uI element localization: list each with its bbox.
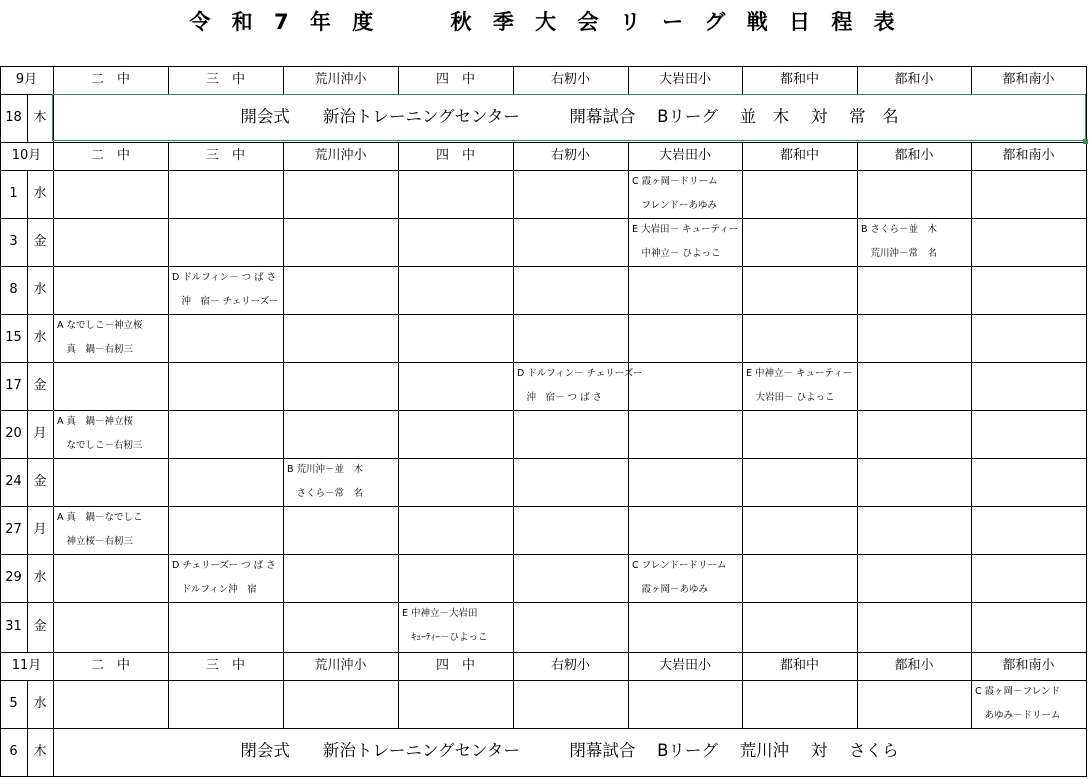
venue-header: 四 中 (435, 148, 475, 163)
venue-header: 三 中 (205, 658, 245, 673)
venue-header: 都和南小 (1002, 658, 1055, 673)
grid-vline (1086, 362, 1087, 411)
venue-header: 都和中 (779, 72, 819, 87)
match-entry: C 霞ヶ岡－ドリーム (632, 176, 718, 187)
grid-vline (53, 458, 54, 507)
venue-header: 荒川沖小 (314, 658, 367, 673)
grid-vline (283, 506, 284, 555)
weekday: 月 (33, 426, 47, 441)
grid-vline (53, 266, 54, 315)
grid-vline (742, 218, 743, 267)
grid-vline (971, 410, 972, 459)
grid-vline (53, 362, 54, 411)
grid-vline (53, 314, 54, 363)
grid-vline (628, 314, 629, 363)
grid-vline (513, 458, 514, 507)
grid-vline (1086, 680, 1087, 729)
month-label: 9月 (15, 72, 38, 87)
grid-vline (513, 218, 514, 267)
grid-vline (283, 266, 284, 315)
grid-vline (513, 314, 514, 363)
grid-vline (53, 602, 54, 653)
match-entry: 荒川沖－常 名 (861, 248, 938, 259)
grid-vline (628, 680, 629, 729)
grid-hline (0, 266, 1086, 267)
grid-vline (971, 506, 972, 555)
grid-hline (0, 410, 1086, 411)
grid-vline (283, 554, 284, 603)
grid-hline (0, 506, 1086, 507)
grid-hline (0, 314, 1086, 315)
grid-vline (1086, 218, 1087, 267)
grid-vline (628, 554, 629, 603)
weekday: 金 (33, 619, 47, 634)
weekday: 木 (33, 744, 47, 759)
venue-header: 右籾小 (550, 658, 590, 673)
venue-header: 右籾小 (550, 72, 590, 87)
grid-hline (0, 66, 1086, 67)
grid-vline (168, 680, 169, 729)
grid-hline (0, 218, 1086, 219)
venue-header: 三 中 (205, 72, 245, 87)
grid-vline (857, 554, 858, 603)
grid-vline (168, 314, 169, 363)
grid-vline (1086, 458, 1087, 507)
grid-vline (513, 602, 514, 653)
day-number: 27 (5, 522, 22, 537)
grid-vline (398, 458, 399, 507)
match-entry: E 中神立－ キューティー (746, 368, 853, 379)
day-number: 17 (5, 378, 22, 393)
venue-header: 大岩田小 (658, 658, 711, 673)
weekday: 水 (33, 282, 47, 297)
grid-vline (53, 218, 54, 267)
grid-vline (971, 554, 972, 603)
grid-vline (53, 680, 54, 729)
day-number: 29 (5, 570, 22, 585)
grid-vline (742, 362, 743, 411)
match-entry: A 真 鍋－なでしこ (57, 512, 143, 523)
grid-vline (513, 410, 514, 459)
grid-vline (168, 218, 169, 267)
grid-vline (742, 602, 743, 653)
grid-vline (283, 314, 284, 363)
grid-vline (283, 410, 284, 459)
day-number: 8 (9, 282, 18, 297)
grid-vline (857, 218, 858, 267)
venue-header: 四 中 (435, 72, 475, 87)
grid-vline (971, 680, 972, 729)
grid-vline (1086, 266, 1087, 315)
grid-vline (857, 680, 858, 729)
match-entry: 中神立－ ひよっこ (632, 248, 721, 259)
day-number: 1 (9, 186, 18, 201)
match-entry: D ドルフィン－ チェリーズー (517, 368, 643, 379)
grid-vline (513, 554, 514, 603)
match-entry: B さくら－並 木 (861, 224, 938, 235)
match-entry: D チェリーズー つ ば さ (172, 560, 276, 571)
grid-vline (628, 170, 629, 219)
grid-vline (628, 218, 629, 267)
grid-vline (742, 554, 743, 603)
grid-vline (168, 554, 169, 603)
venue-header: 都和中 (779, 658, 819, 673)
grid-vline (971, 602, 972, 653)
match-entry: 沖 宿－ つ ば さ (517, 392, 603, 403)
grid-vline (1086, 94, 1087, 143)
match-entry: C 霞ヶ岡－フレンド (975, 686, 1061, 697)
venue-header: 四 中 (435, 658, 475, 673)
venue-header: 荒川沖小 (314, 148, 367, 163)
grid-vline (971, 314, 972, 363)
match-entry: C フレンドードリーム (632, 560, 727, 571)
match-entry: 大岩田－ ひよっこ (746, 392, 835, 403)
grid-vline (742, 314, 743, 363)
match-entry: 神立桜－右籾三 (57, 536, 134, 547)
grid-vline (857, 314, 858, 363)
venue-header: 二 中 (90, 658, 130, 673)
grid-vline (1086, 314, 1087, 363)
month-label: 10月 (11, 148, 42, 163)
grid-vline (742, 266, 743, 315)
grid-vline (1086, 66, 1087, 95)
grid-vline (168, 458, 169, 507)
match-entry: E 中神立－大岩田 (402, 608, 478, 619)
venue-header: 荒川沖小 (314, 72, 367, 87)
grid-vline (1086, 554, 1087, 603)
grid-vline (513, 362, 514, 411)
grid-vline (742, 680, 743, 729)
grid-vline (168, 266, 169, 315)
venue-header: 右籾小 (550, 148, 590, 163)
grid-vline (53, 410, 54, 459)
grid-vline (398, 218, 399, 267)
weekday: 金 (33, 234, 47, 249)
day-number: 6 (9, 744, 18, 759)
match-entry: フレンドーあゆみ (632, 200, 717, 211)
grid-vline (168, 506, 169, 555)
grid-vline (628, 410, 629, 459)
grid-vline (1086, 506, 1087, 555)
match-entry: ｷｭｰﾃｨｰ－ひよっこ (402, 632, 488, 643)
grid-vline (857, 458, 858, 507)
match-entry: 沖 宿－ チェリーズー (172, 296, 279, 307)
grid-vline (857, 362, 858, 411)
weekday: 木 (33, 110, 47, 125)
match-entry: 霞ヶ岡－あゆみ (632, 584, 709, 595)
grid-vline (513, 506, 514, 555)
grid-vline (398, 170, 399, 219)
grid-vline (628, 506, 629, 555)
venue-header: 三 中 (205, 148, 245, 163)
grid-vline (398, 554, 399, 603)
weekday: 金 (33, 474, 47, 489)
grid-vline (283, 680, 284, 729)
day-number: 20 (5, 426, 22, 441)
grid-vline (628, 458, 629, 507)
match-entry: A 真 鍋－神立桜 (57, 416, 134, 427)
selected-cell-border (52, 94, 1086, 141)
grid-hline (0, 362, 1086, 363)
grid-vline (513, 680, 514, 729)
fill-handle[interactable] (1083, 139, 1088, 144)
day-number: 31 (5, 619, 22, 634)
grid-vline (168, 170, 169, 219)
weekday: 水 (33, 330, 47, 345)
grid-vline (857, 170, 858, 219)
weekday: 水 (33, 696, 47, 711)
venue-header: 都和小 (894, 72, 934, 87)
page-title: 令 和 7 年 度 秋 季 大 会 リ ー グ 戦 日 程 表 (189, 10, 902, 34)
grid-vline (857, 602, 858, 653)
grid-hline (0, 142, 1086, 143)
match-entry: さくら－常 名 (287, 488, 364, 499)
grid-hline (0, 776, 1086, 777)
grid-vline (283, 218, 284, 267)
match-entry: 真 鍋－右籾三 (57, 344, 134, 355)
grid-vline (1086, 728, 1087, 777)
grid-vline (398, 680, 399, 729)
grid-vline (398, 314, 399, 363)
venue-header: 都和南小 (1002, 148, 1055, 163)
grid-hline (0, 170, 1086, 171)
grid-vline (283, 170, 284, 219)
day-number: 3 (9, 234, 18, 249)
grid-vline (1086, 602, 1087, 653)
venue-header: 二 中 (90, 72, 130, 87)
grid-vline (168, 410, 169, 459)
grid-vline (398, 602, 399, 653)
grid-vline (742, 170, 743, 219)
match-entry: A なでしこ－神立桜 (57, 320, 143, 331)
grid-vline (971, 218, 972, 267)
grid-vline (283, 602, 284, 653)
grid-vline (628, 602, 629, 653)
grid-vline (628, 266, 629, 315)
grid-vline (53, 554, 54, 603)
match-entry: なでしこ－右籾三 (57, 440, 143, 451)
grid-vline (398, 410, 399, 459)
grid-vline (53, 506, 54, 555)
month-label: 11月 (11, 658, 42, 673)
match-entry: ドルフィン沖 宿 (172, 584, 257, 595)
weekday: 金 (33, 378, 47, 393)
venue-header: 都和南小 (1002, 72, 1055, 87)
grid-vline (1086, 170, 1087, 219)
grid-hline (0, 728, 1086, 729)
grid-vline (857, 506, 858, 555)
grid-vline (1086, 652, 1087, 681)
grid-vline (168, 602, 169, 653)
grid-vline (971, 170, 972, 219)
grid-vline (513, 170, 514, 219)
venue-header: 二 中 (90, 148, 130, 163)
grid-vline (1086, 142, 1087, 171)
day-number: 24 (5, 474, 22, 489)
grid-vline (398, 266, 399, 315)
grid-hline (0, 680, 1086, 681)
grid-vline (857, 410, 858, 459)
weekday: 水 (33, 186, 47, 201)
grid-vline (971, 458, 972, 507)
ceremony-banner: 開会式 新治トレーニングセンター 開幕試合 Bリーグ 並 木 対 常 名 (240, 107, 899, 126)
grid-hline (0, 554, 1086, 555)
grid-vline (513, 266, 514, 315)
day-number: 18 (5, 110, 22, 125)
ceremony-banner: 閉会式 新治トレーニングセンター 閉幕試合 Bリーグ 荒川沖 対 さくら (240, 741, 899, 760)
venue-header: 大岩田小 (658, 72, 711, 87)
grid-hline (0, 602, 1086, 603)
venue-header: 都和小 (894, 148, 934, 163)
grid-hline (0, 458, 1086, 459)
weekday: 水 (33, 570, 47, 585)
grid-vline (398, 362, 399, 411)
venue-header: 都和中 (779, 148, 819, 163)
venue-header: 都和小 (894, 658, 934, 673)
grid-vline (742, 410, 743, 459)
grid-vline (742, 506, 743, 555)
match-entry: あゆみ－ドリーム (975, 710, 1061, 721)
match-entry: E 大岩田－ キューティー (632, 224, 739, 235)
match-entry: D ドルフィン－ つ ば さ (172, 272, 277, 283)
grid-vline (742, 458, 743, 507)
grid-vline (1086, 410, 1087, 459)
grid-hline (0, 652, 1086, 653)
grid-vline (971, 362, 972, 411)
grid-vline (283, 362, 284, 411)
day-number: 5 (9, 696, 18, 711)
venue-header: 大岩田小 (658, 148, 711, 163)
grid-vline (971, 266, 972, 315)
weekday: 月 (33, 522, 47, 537)
day-number: 15 (5, 330, 22, 345)
grid-vline (857, 266, 858, 315)
grid-vline (283, 458, 284, 507)
grid-vline (398, 506, 399, 555)
grid-vline (168, 362, 169, 411)
match-entry: B 荒川沖－並 木 (287, 464, 364, 475)
grid-vline (53, 170, 54, 219)
